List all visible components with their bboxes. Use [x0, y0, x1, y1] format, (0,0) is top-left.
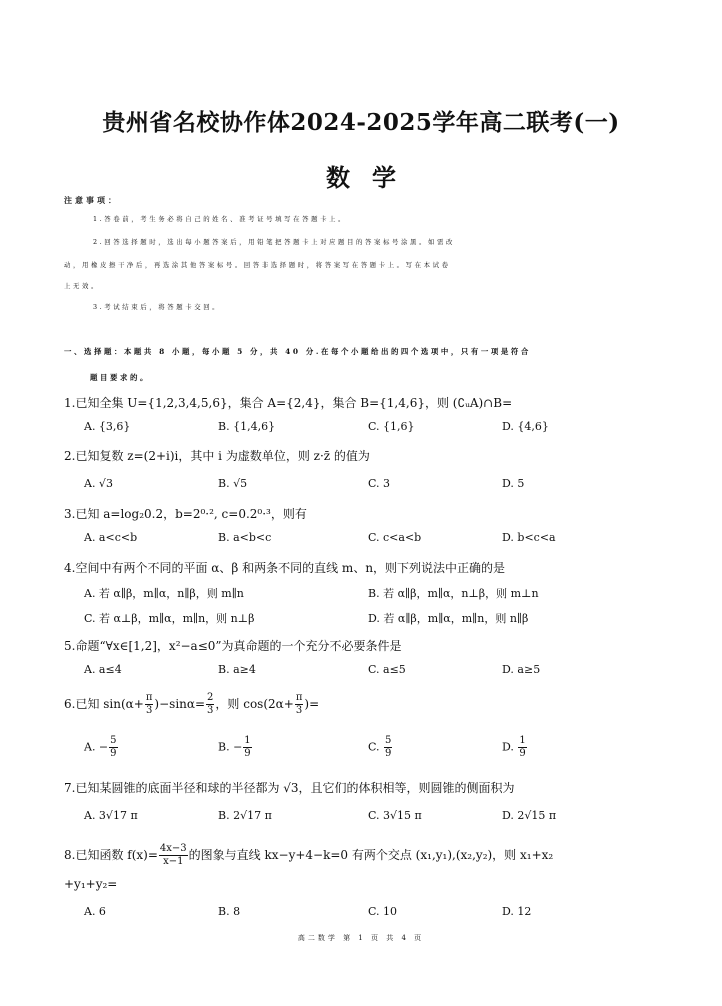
- question-5-option-a: A. a≤4: [84, 663, 122, 676]
- question-8-stem: 8.已知函数 f(x)= $\frac{4x-3}{x-1}$ 的图象与直线 kx−y+4−k=0 有两个交点 (x₁,y₁),(x₂,y₂)，则 x₁+x₂: [64, 843, 554, 867]
- question-3-option-a: A. a<c<b: [84, 531, 138, 544]
- notice-heading: 注意事项：: [64, 195, 119, 205]
- question-1-option-a: A. {3,6}: [84, 420, 131, 433]
- question-8-option-c: C. 10: [368, 905, 398, 918]
- fraction-2-over-3: $\frac{2}{3}$: [207, 692, 214, 716]
- notice-item-2-line-1: 2.回答选择题时，选出每小题答案后，用铅笔把答题卡上对应题目的答案标号涂黑。如需改: [93, 238, 455, 246]
- notice-item-2-line-3: 上无效。: [64, 282, 100, 290]
- question-2-option-a: A. √3: [84, 477, 113, 490]
- section-1-heading-cont: 题目要求的。: [90, 373, 150, 382]
- notice-item-1: 1.答卷前，考生务必将自己的姓名、准考证号填写在答题卡上。: [93, 215, 348, 223]
- question-6-option-b: B. − $\frac{1}{9}$: [218, 735, 251, 759]
- question-1-option-b: B. {1,4,6}: [218, 420, 276, 433]
- exam-title: 贵州省名校协作体2024-2025学年高二联考(一): [102, 109, 620, 136]
- subject-title: 数学: [326, 163, 418, 192]
- question-1-option-c: C. {1,6}: [368, 420, 415, 433]
- question-2-option-c: C. 3: [368, 477, 391, 490]
- question-3-option-d: D. b<c<a: [502, 531, 556, 544]
- question-8-option-a: A. 6: [84, 905, 106, 918]
- question-7-option-c: C. 3√15 π: [368, 809, 422, 822]
- question-5-option-d: D. a≥5: [502, 663, 541, 676]
- question-7-stem: 7.已知某圆锥的底面半径和球的半径都为 √3，且它们的体积相等，则圆锥的侧面积为: [64, 781, 515, 795]
- question-2-option-b: B. √5: [218, 477, 248, 490]
- fraction-function: $\frac{4x-3}{x-1}$: [159, 843, 187, 867]
- question-3-stem: 3.已知 a=log₂0.2，b=2⁰·², c=0.2⁰·³，则有: [64, 507, 307, 521]
- notice-item-2-line-2: 动，用橡皮擦干净后，再选涂其他答案标号。回答非选择题时，将答案写在答题卡上。写在本试卷: [64, 261, 451, 269]
- question-3-option-c: C. c<a<b: [368, 531, 422, 544]
- notice-item-3: 3.考试结束后，将答题卡交回。: [93, 303, 222, 311]
- question-8-option-d: D. 12: [502, 905, 532, 918]
- question-4-option-b: B. 若 α∥β，m∥α，n⊥β，则 m⊥n: [368, 587, 539, 600]
- question-6-option-c: C. $\frac{5}{9}$: [368, 735, 392, 759]
- question-2-option-d: D. 5: [502, 477, 525, 490]
- question-6-option-a: A. − $\frac{5}{9}$: [84, 735, 117, 759]
- question-4-stem: 4.空间中有两个不同的平面 α、β 和两条不同的直线 m、n，则下列说法中正确的是: [64, 561, 506, 575]
- question-3-option-b: B. a<b<c: [218, 531, 272, 544]
- question-7-option-b: B. 2√17 π: [218, 809, 272, 822]
- question-4-option-d: D. 若 α∥β，m∥α，m∥n，则 n∥β: [368, 612, 529, 625]
- question-5-option-c: C. a≤5: [368, 663, 406, 676]
- question-8-stem-cont: +y₁+y₂=: [64, 877, 118, 891]
- section-1-heading: 一、选择题：本题共 8 小题，每小题 5 分，共 40 分.在每个小题给出的四个选项中，只有一项是符合: [64, 347, 531, 356]
- question-8-option-b: B. 8: [218, 905, 241, 918]
- question-1-option-d: D. {4,6}: [502, 420, 549, 433]
- question-4-option-a: A. 若 α∥β，m∥α，n∥β，则 m∥n: [84, 587, 244, 600]
- question-1-stem: 1.已知全集 U={1,2,3,4,5,6}，集合 A={2,4}，集合 B={1,4,6}，则 (∁ᵤA)∩B=: [64, 396, 513, 410]
- question-5-option-b: B. a≥4: [218, 663, 256, 676]
- question-6-stem: 6.已知 sin(α+ $\frac{\pi}{3}$ )−sinα= $\frac{2}{3}$ ，则 cos(2α+ $\frac{\pi}{3}$ )=: [64, 692, 320, 716]
- fraction-pi-over-3-b: $\frac{\pi}{3}$: [295, 692, 303, 716]
- question-7-option-d: D. 2√15 π: [502, 809, 557, 822]
- question-2-stem: 2.已知复数 z=(2+i)i，其中 i 为虚数单位，则 z·z̄ 的值为: [64, 449, 370, 463]
- question-5-stem: 5.命题“∀x∈[1,2]，x²−a≤0”为真命题的一个充分不必要条件是: [64, 639, 402, 653]
- page-footer: 高二数学 第 1 页 共 4 页: [297, 934, 425, 942]
- question-7-option-a: A. 3√17 π: [84, 809, 138, 822]
- fraction-pi-over-3: $\frac{\pi}{3}$: [145, 692, 153, 716]
- question-4-option-c: C. 若 α⊥β，m∥α，m∥n，则 n⊥β: [84, 612, 255, 625]
- question-6-option-d: D. $\frac{1}{9}$: [502, 735, 526, 759]
